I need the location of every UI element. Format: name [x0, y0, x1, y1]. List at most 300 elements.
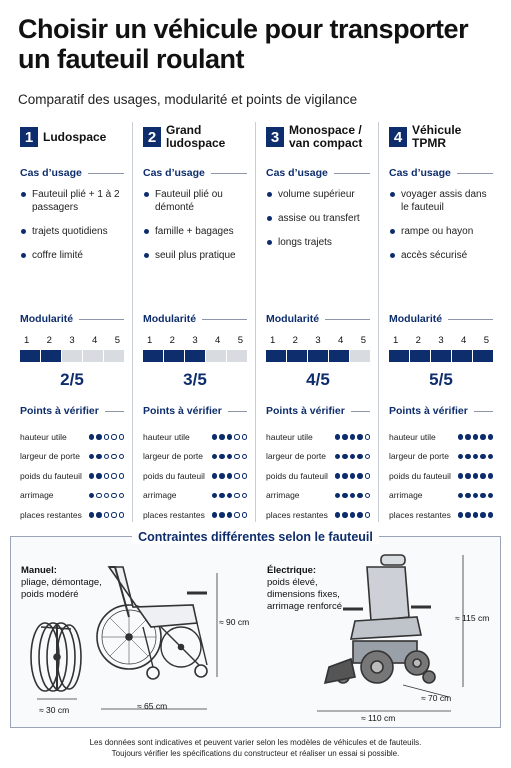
checks-list	[389, 427, 493, 525]
rating-dot	[350, 454, 356, 460]
check-label: places restantes	[143, 509, 205, 520]
uses-heading	[20, 166, 124, 180]
modularity-heading-rule	[79, 319, 124, 320]
check-rating	[335, 473, 371, 479]
vehicle-header	[20, 122, 124, 152]
vehicle-number-badge: 3	[266, 127, 284, 147]
rating-dot	[342, 454, 348, 460]
rating-dot	[350, 493, 356, 499]
rating-dot	[473, 454, 479, 460]
rating-dot	[234, 473, 240, 479]
check-label: arrimage	[20, 490, 54, 501]
check-rating	[212, 493, 248, 499]
rating-dot	[342, 434, 348, 440]
check-rating	[335, 454, 371, 460]
checks-heading	[143, 404, 247, 418]
check-row	[20, 427, 124, 447]
scale-number: 4	[215, 335, 221, 346]
rating-dot	[219, 473, 225, 479]
rating-dot	[465, 512, 471, 518]
check-rating	[335, 493, 371, 499]
rating-dot	[488, 512, 494, 518]
folded-wheelchair-icon	[31, 623, 81, 691]
rating-dot	[227, 434, 233, 440]
scale-number: 3	[69, 335, 75, 346]
check-label: hauteur utile	[143, 431, 190, 442]
rating-dot	[227, 493, 233, 499]
modularity-scale	[389, 335, 493, 346]
rating-dot	[480, 512, 486, 518]
check-rating	[335, 512, 371, 518]
electric-length-label: ≈ 110 cm	[361, 713, 396, 723]
check-label: poids du fauteuil	[20, 470, 82, 481]
checks-heading	[389, 404, 493, 418]
use-item: Fauteuil plié ou démonté	[143, 188, 247, 214]
scale-number: 4	[92, 335, 98, 346]
check-row	[143, 486, 247, 506]
rating-dot	[111, 512, 117, 518]
modularity-scale	[143, 335, 247, 346]
modularity-segment	[266, 350, 286, 362]
vehicle-column	[133, 122, 256, 522]
modularity-segment	[20, 350, 40, 362]
use-item: voyager assis dans le fauteuil	[389, 188, 493, 214]
check-row	[266, 466, 370, 486]
manual-description	[21, 565, 102, 601]
check-label: places restantes	[389, 509, 451, 520]
scale-number: 5	[360, 335, 366, 346]
vehicle-name: Ludospace	[43, 129, 107, 144]
rating-dot	[212, 512, 218, 518]
scale-number: 2	[46, 335, 52, 346]
uses-heading	[143, 166, 247, 180]
modularity-segment	[62, 350, 82, 362]
check-label: largeur de porte	[20, 451, 81, 462]
modularity-score: 4/5	[306, 370, 330, 389]
rating-dot	[342, 473, 348, 479]
modularity-score: 3/5	[183, 370, 207, 389]
rating-dot	[104, 473, 110, 479]
use-item: coffre limité	[20, 249, 124, 262]
checks-heading-rule	[228, 411, 247, 412]
rating-dot	[219, 434, 225, 440]
check-label: poids du fauteuil	[389, 470, 451, 481]
modularity-segment	[452, 350, 472, 362]
rating-dot	[212, 473, 218, 479]
rating-dot	[488, 454, 494, 460]
use-item: longs trajets	[266, 236, 370, 249]
rating-dot	[488, 434, 494, 440]
scale-number: 4	[461, 335, 467, 346]
uses-heading-rule	[334, 173, 370, 174]
check-label: largeur de porte	[389, 451, 450, 462]
vehicle-column	[379, 122, 501, 522]
modularity-bar	[266, 350, 370, 362]
modularity-segment	[431, 350, 451, 362]
scale-number: 2	[292, 335, 298, 346]
rating-dot	[119, 473, 125, 479]
rating-dot	[458, 493, 464, 499]
rating-dot	[219, 493, 225, 499]
rating-dot	[458, 434, 464, 440]
uses-heading	[389, 166, 493, 180]
rating-dot	[119, 493, 125, 499]
rating-dot	[365, 434, 371, 440]
rating-dot	[234, 493, 240, 499]
checks-list	[266, 427, 370, 525]
modularity-segment	[83, 350, 103, 362]
modularity-segment	[104, 350, 124, 362]
modularity-heading-rule	[325, 319, 370, 320]
rating-dot	[365, 454, 371, 460]
check-label: places restantes	[20, 509, 82, 520]
rating-dot	[465, 473, 471, 479]
check-rating	[212, 454, 248, 460]
rating-dot	[357, 473, 363, 479]
modularity-heading	[389, 312, 493, 326]
use-item: seuil plus pratique	[143, 249, 247, 262]
uses-list	[389, 188, 493, 298]
manual-line: poids modéré	[21, 589, 79, 600]
check-row	[143, 505, 247, 525]
constraints-panel	[10, 530, 501, 728]
rating-dot	[89, 493, 95, 499]
checks-heading-text: Points à vérifier	[389, 405, 468, 417]
rating-dot	[480, 493, 486, 499]
check-rating	[89, 473, 125, 479]
folded-width-label: ≈ 30 cm	[39, 705, 70, 715]
rating-dot	[111, 473, 117, 479]
rating-dot	[234, 512, 240, 518]
rating-dot	[357, 434, 363, 440]
uses-list	[143, 188, 247, 298]
modularity-heading	[20, 312, 124, 326]
modularity-scale	[266, 335, 370, 346]
rating-dot	[119, 454, 125, 460]
rating-dot	[96, 434, 102, 440]
use-item: assise ou transfert	[266, 212, 370, 225]
use-item: Fauteuil plié + 1 à 2 passagers	[20, 188, 124, 214]
rating-dot	[89, 473, 95, 479]
modularity-segment	[389, 350, 409, 362]
vehicle-number-badge: 2	[143, 127, 161, 147]
scale-number: 5	[237, 335, 243, 346]
rating-dot	[212, 493, 218, 499]
modularity-segment	[185, 350, 205, 362]
rating-dot	[465, 434, 471, 440]
check-rating	[89, 493, 125, 499]
check-rating	[458, 434, 494, 440]
modularity-segment	[473, 350, 493, 362]
checks-heading-text: Points à vérifier	[266, 405, 345, 417]
checks-heading-text: Points à vérifier	[143, 405, 222, 417]
rating-dot	[365, 473, 371, 479]
rating-dot	[480, 454, 486, 460]
modularity-segment	[329, 350, 349, 362]
modularity-segment	[287, 350, 307, 362]
rating-dot	[96, 512, 102, 518]
rating-dot	[465, 493, 471, 499]
rating-dot	[104, 434, 110, 440]
rating-dot	[219, 512, 225, 518]
check-rating	[335, 434, 371, 440]
vehicle-number-badge: 1	[20, 127, 38, 147]
check-row	[389, 505, 493, 525]
check-row	[389, 447, 493, 467]
check-row	[20, 447, 124, 467]
scale-number: 5	[114, 335, 120, 346]
rating-dot	[119, 434, 125, 440]
check-row	[20, 466, 124, 486]
modularity-scale	[20, 335, 124, 346]
uses-heading-rule	[211, 173, 247, 174]
rating-dot	[89, 434, 95, 440]
scale-number: 3	[315, 335, 321, 346]
use-item: rampe ou hayon	[389, 225, 493, 238]
scale-number: 3	[192, 335, 198, 346]
modularity-bar	[143, 350, 247, 362]
rating-dot	[458, 512, 464, 518]
manual-width-label: ≈ 65 cm	[137, 701, 168, 711]
page-title: Choisir un véhicule pour transporter un fauteuil roulant	[18, 14, 469, 74]
rating-dot	[234, 434, 240, 440]
rating-dot	[357, 493, 363, 499]
vehicle-header	[266, 122, 370, 152]
check-label: largeur de porte	[143, 451, 204, 462]
modularity-score: 5/5	[429, 370, 453, 389]
rating-dot	[242, 493, 248, 499]
electric-line: arrimage renforcé	[267, 601, 342, 612]
rating-dot	[350, 473, 356, 479]
check-label: places restantes	[266, 509, 328, 520]
rating-dot	[111, 493, 117, 499]
scale-number: 2	[415, 335, 421, 346]
check-rating	[212, 434, 248, 440]
modularity-bar	[20, 350, 124, 362]
check-label: largeur de porte	[266, 451, 327, 462]
vehicle-number-badge: 4	[389, 127, 407, 147]
modularity-segment	[227, 350, 247, 362]
check-label: arrimage	[143, 490, 177, 501]
rating-dot	[219, 454, 225, 460]
modularity-heading-text: Modularité	[266, 313, 320, 325]
electric-height-label: ≈ 115 cm	[455, 613, 490, 623]
use-item: trajets quotidiens	[20, 225, 124, 238]
check-row	[266, 505, 370, 525]
checks-list	[20, 427, 124, 525]
rating-dot	[89, 512, 95, 518]
check-row	[143, 447, 247, 467]
rating-dot	[473, 473, 479, 479]
rating-dot	[480, 434, 486, 440]
modularity-heading-text: Modularité	[143, 313, 197, 325]
uses-heading-text: Cas d’usage	[143, 167, 205, 179]
modularity-heading-text: Modularité	[20, 313, 74, 325]
modularity-segment	[410, 350, 430, 362]
modularity-heading	[266, 312, 370, 326]
check-label: hauteur utile	[266, 431, 313, 442]
vehicle-column	[256, 122, 379, 522]
vehicle-name: Véhicule TPMR	[412, 123, 462, 150]
rating-dot	[335, 512, 341, 518]
modularity-segment	[164, 350, 184, 362]
uses-heading-rule	[457, 173, 493, 174]
rating-dot	[465, 454, 471, 460]
rating-dot	[335, 473, 341, 479]
modularity-bar	[389, 350, 493, 362]
electric-description	[267, 565, 342, 613]
rating-dot	[458, 473, 464, 479]
rating-dot	[104, 512, 110, 518]
footer-note	[0, 737, 511, 759]
checks-heading	[20, 404, 124, 418]
use-item: volume supérieur	[266, 188, 370, 201]
page-subtitle: Comparatif des usages, modularité et points de vigilance	[18, 92, 358, 107]
rating-dot	[473, 512, 479, 518]
uses-heading-text: Cas d’usage	[20, 167, 82, 179]
rating-dot	[212, 454, 218, 460]
vehicle-column	[10, 122, 133, 522]
checks-heading-rule	[105, 411, 124, 412]
electric-line: poids élevé,	[267, 577, 318, 588]
constraints-title: Contraintes différentes selon le fauteuil	[132, 530, 379, 544]
check-row	[143, 427, 247, 447]
rating-dot	[458, 454, 464, 460]
rating-dot	[111, 454, 117, 460]
check-rating	[458, 493, 494, 499]
check-row	[389, 427, 493, 447]
vehicle-columns	[10, 122, 501, 522]
rating-dot	[357, 512, 363, 518]
check-rating	[89, 454, 125, 460]
check-rating	[89, 434, 125, 440]
uses-heading-rule	[88, 173, 124, 174]
rating-dot	[227, 512, 233, 518]
rating-dot	[350, 512, 356, 518]
check-row	[143, 466, 247, 486]
rating-dot	[488, 473, 494, 479]
check-label: arrimage	[389, 490, 423, 501]
rating-dot	[473, 434, 479, 440]
rating-dot	[357, 454, 363, 460]
check-row	[389, 466, 493, 486]
checks-heading	[266, 404, 370, 418]
rating-dot	[473, 493, 479, 499]
rating-dot	[365, 512, 371, 518]
rating-dot	[89, 454, 95, 460]
use-item: accès sécurisé	[389, 249, 493, 262]
check-row	[266, 447, 370, 467]
modularity-segment	[206, 350, 226, 362]
rating-dot	[335, 434, 341, 440]
rating-dot	[242, 434, 248, 440]
check-row	[20, 486, 124, 506]
footer-line: Toujours vérifier les spécifications du constructeur et réaliser un essai si possible.	[111, 749, 400, 758]
check-label: arrimage	[266, 490, 300, 501]
rating-dot	[96, 493, 102, 499]
checks-list	[143, 427, 247, 525]
modularity-segment	[350, 350, 370, 362]
check-label: hauteur utile	[20, 431, 67, 442]
check-rating	[212, 512, 248, 518]
rating-dot	[96, 473, 102, 479]
rating-dot	[365, 493, 371, 499]
check-rating	[458, 473, 494, 479]
rating-dot	[227, 454, 233, 460]
check-rating	[212, 473, 248, 479]
rating-dot	[104, 454, 110, 460]
checks-heading-rule	[351, 411, 370, 412]
check-row	[20, 505, 124, 525]
vehicle-name: Monospace / van compact	[289, 123, 363, 150]
manual-height-label: ≈ 90 cm	[219, 617, 250, 627]
rating-dot	[335, 454, 341, 460]
rating-dot	[350, 434, 356, 440]
manual-line: pliage, démontage,	[21, 577, 102, 588]
rating-dot	[96, 454, 102, 460]
rating-dot	[234, 454, 240, 460]
scale-number: 1	[24, 335, 30, 346]
modularity-heading	[143, 312, 247, 326]
rating-dot	[342, 493, 348, 499]
scale-number: 1	[270, 335, 276, 346]
rating-dot	[242, 473, 248, 479]
rating-dot	[111, 434, 117, 440]
rating-dot	[242, 512, 248, 518]
modularity-heading-rule	[202, 319, 247, 320]
electric-width-label: ≈ 70 cm	[421, 693, 452, 703]
check-row	[389, 486, 493, 506]
rating-dot	[242, 454, 248, 460]
rating-dot	[342, 512, 348, 518]
scale-number: 4	[338, 335, 344, 346]
electric-line: dimensions fixes,	[267, 589, 340, 600]
manual-heading: Manuel:	[21, 565, 57, 576]
rating-dot	[480, 473, 486, 479]
check-rating	[458, 454, 494, 460]
scale-number: 1	[393, 335, 399, 346]
modularity-segment	[41, 350, 61, 362]
manual-wheelchair-icon	[97, 567, 207, 679]
check-rating	[458, 512, 494, 518]
electric-heading: Électrique:	[267, 565, 317, 576]
rating-dot	[488, 493, 494, 499]
modularity-score: 2/5	[60, 370, 84, 389]
uses-heading-text: Cas d’usage	[266, 167, 328, 179]
vehicle-header	[389, 122, 493, 152]
rating-dot	[212, 434, 218, 440]
rating-dot	[335, 493, 341, 499]
rating-dot	[104, 493, 110, 499]
uses-heading-text: Cas d’usage	[389, 167, 451, 179]
footer-line: Les données sont indicatives et peuvent varier selon les modèles de véhicules et de fauteuils.	[89, 738, 422, 747]
uses-list	[266, 188, 370, 298]
use-item: famille + bagages	[143, 225, 247, 238]
scale-number: 2	[169, 335, 175, 346]
scale-number: 5	[483, 335, 489, 346]
checks-heading-text: Points à vérifier	[20, 405, 99, 417]
scale-number: 3	[438, 335, 444, 346]
modularity-segment	[143, 350, 163, 362]
uses-list	[20, 188, 124, 298]
vehicle-name: Grand ludospace	[166, 123, 226, 150]
checks-heading-rule	[474, 411, 493, 412]
rating-dot	[119, 512, 125, 518]
check-row	[266, 486, 370, 506]
scale-number: 1	[147, 335, 153, 346]
rating-dot	[227, 473, 233, 479]
modularity-heading-text: Modularité	[389, 313, 443, 325]
